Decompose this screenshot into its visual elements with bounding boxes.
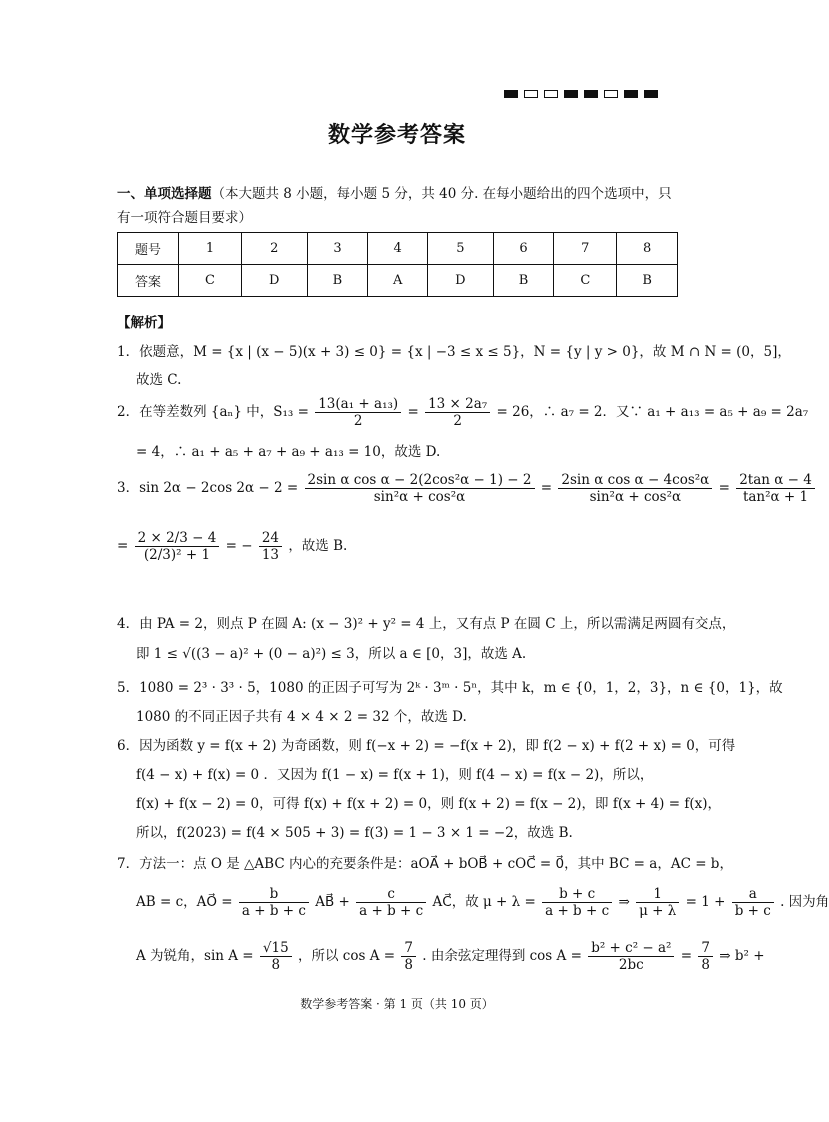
numerator: √15 — [260, 940, 292, 957]
text: = — [680, 948, 693, 964]
denominator: μ + λ — [639, 903, 677, 919]
denominator: 8 — [404, 957, 413, 973]
answer-cell: D — [427, 265, 493, 297]
section1-line2: 有一项符合题目要求） — [117, 210, 252, 226]
text: = 26，∴ a₇ = 2．又∵ a₁ + a₁₃ = a₅ + a₉ = 2a₇ — [496, 404, 809, 420]
fraction — [425, 396, 490, 429]
solution-2-line: = 4，∴ a₁ + a₅ + a₇ + a₉ + a₁₃ = 10，故选 D. — [136, 444, 441, 460]
fraction — [736, 472, 815, 505]
numerator: 2 × 2/3 − 4 — [135, 530, 220, 547]
text: ⇒ — [618, 894, 630, 910]
text: . 由余弦定理得到 cos A = — [422, 948, 582, 964]
fraction — [239, 886, 309, 919]
header-mark — [524, 90, 538, 98]
denominator: 8 — [701, 957, 710, 973]
solution-5-line: 5．1080 = 2³ · 3³ · 5，1080 的正因子可写为 2ᵏ · 3ᵐ · 5ⁿ，其中 k，m ∈ {0，1，2，3}，n ∈ {0，1}，故 — [117, 680, 783, 696]
numerator: 1 — [636, 886, 679, 903]
answer-cell: B — [493, 265, 554, 297]
page-title: 数学参考答案 — [327, 123, 466, 148]
numerator: b + c — [542, 886, 612, 903]
text: AB⃗ + — [315, 894, 350, 910]
numerator: 24 — [259, 530, 282, 547]
solution-6-line: 所以，f(2023) = f(4 × 505 + 3) = f(3) = 1 − 3 × 1 = −2，故选 B. — [136, 825, 573, 841]
analysis-label: 【解析】 — [117, 315, 171, 331]
page-footer: 数学参考答案 · 第 1 页（共 10 页） — [300, 997, 494, 1011]
solution-4-line: 4．由 PA = 2，则点 P 在圆 A: (x − 3)² + y² = 4 上，又有点 P 在圆 C 上，所以需满足两圆有交点， — [117, 616, 736, 632]
answer-cell: B — [307, 265, 368, 297]
numerator: a — [732, 886, 774, 903]
denominator: (2/3)² + 1 — [143, 547, 211, 563]
fraction — [401, 940, 416, 973]
denominator: b + c — [734, 903, 771, 919]
denominator: sin²α + cos²α — [589, 489, 682, 505]
numerator: 7 — [698, 940, 713, 957]
numerator: 13 × 2a₇ — [425, 396, 490, 413]
question-number: 6 — [493, 233, 554, 265]
solution-6-line: 6．因为函数 y = f(x + 2) 为奇函数，则 f(−x + 2) = −f(x + 2)，即 f(2 − x) + f(2 + x) = 0，可得 — [117, 738, 736, 754]
table-row — [118, 233, 678, 265]
text: AB = c，AO⃗ = — [136, 894, 233, 910]
question-number: 1 — [179, 233, 242, 265]
text: A 为锐角，sin A = — [136, 948, 254, 964]
fraction — [558, 472, 712, 505]
numerator: b² + c² − a² — [588, 940, 674, 957]
fraction — [356, 886, 426, 919]
solution-6-line: f(x) + f(x − 2) = 0，可得 f(x) + f(x + 2) = 0，则 f(x + 2) = f(x − 2)，即 f(x + 4) = f(x)， — [136, 796, 721, 812]
fraction — [305, 472, 535, 505]
section1-heading: 一、单项选择题 — [117, 186, 212, 202]
denominator: a + b + c — [359, 903, 424, 919]
solution-6-line: f(4 − x) + f(x) = 0 ．又因为 f(1 − x) = f(x + 1)，则 f(4 − x) = f(x − 2)，所以， — [136, 767, 654, 783]
header-mark — [584, 90, 598, 98]
question-number: 5 — [427, 233, 493, 265]
question-number: 8 — [617, 233, 678, 265]
text: ，故选 B. — [288, 538, 348, 554]
question-number: 7 — [554, 233, 617, 265]
text: ，所以 cos A = — [298, 948, 396, 964]
solution-1-line: 故选 C. — [136, 372, 182, 388]
solution-7-line — [136, 886, 829, 919]
denominator: 13 — [261, 547, 280, 563]
solution-4-line: 即 1 ≤ √((3 − a)² + (0 − a)²) ≤ 3，所以 a ∈ [0，3]，故选 A. — [136, 646, 527, 662]
fraction — [135, 530, 220, 563]
denominator: a + b + c — [241, 903, 306, 919]
fraction — [588, 940, 674, 973]
answer-cell: C — [554, 265, 617, 297]
answer-table — [117, 232, 678, 297]
denominator: 8 — [271, 957, 281, 973]
solution-2-line — [117, 396, 808, 429]
text: = — [407, 404, 419, 420]
text: ⇒ b² + — [719, 948, 765, 964]
text: 3．sin 2α − 2cos 2α − 2 = — [117, 480, 299, 496]
table-row — [118, 265, 678, 297]
question-number: 2 — [241, 233, 307, 265]
fraction — [698, 940, 713, 973]
fraction — [260, 940, 292, 973]
denominator: 2bc — [618, 957, 644, 973]
numerator: 7 — [401, 940, 416, 957]
text: . 因为角 — [780, 894, 829, 910]
answer-cell: C — [179, 265, 242, 297]
text: = 1 + — [685, 894, 726, 910]
text: AC⃗，故 μ + λ = — [432, 894, 536, 910]
text: 2．在等差数列 {aₙ} 中，S₁₃ = — [117, 404, 309, 420]
numerator: c — [356, 886, 426, 903]
solution-1-line: 1．依题意，M = {x | (x − 5)(x + 3) ≤ 0} = {x | −3 ≤ x ≤ 5}，N = {y | y > 0}，故 M ∩ N = (0，5]， — [117, 344, 791, 360]
question-number: 3 — [307, 233, 368, 265]
header-marks — [504, 90, 658, 98]
denominator: sin²α + cos²α — [373, 489, 466, 505]
header-mark — [504, 90, 518, 98]
denominator: a + b + c — [545, 903, 610, 919]
fraction — [542, 886, 612, 919]
header-mark — [624, 90, 638, 98]
numerator: 2tan α − 4 — [736, 472, 815, 489]
fraction — [732, 886, 774, 919]
section1-desc: （本大题共 8 小题，每小题 5 分，共 40 分. 在每小题给出的四个选项中，只 — [211, 186, 672, 202]
table-header-cell: 答案 — [118, 265, 179, 297]
answer-cell: A — [368, 265, 428, 297]
solution-7-line: 7．方法一：点 O 是 △ABC 内心的充要条件是：aOA⃗ + bOB⃗ + cOC⃗ = 0⃗，其中 BC = a，AC = b， — [117, 856, 733, 872]
text: = — [117, 538, 129, 554]
numerator: 2sin α cos α − 2(2cos²α − 1) − 2 — [305, 472, 535, 489]
solution-5-line: 1080 的不同正因子共有 4 × 4 × 2 = 32 个，故选 D. — [136, 709, 467, 725]
text: = − — [225, 538, 253, 554]
denominator: 2 — [453, 413, 462, 429]
header-mark — [564, 90, 578, 98]
denominator: 2 — [353, 413, 363, 429]
solution-3-line: 3．sin 2α − 2cos 2α − 2 = $\frac{\text{2sin α cos α − 2(2cos²α − 1) − 2}}{\text{sin²α + cos²α}}$ = $\frac{\text{2sin α cos α − 4cos²α}}{\text{sin²α + cos²α}}$ = $\frac{\text{2tan α − 4}}{\text{tan²α + 1}}$ — [117, 472, 817, 505]
numerator: b — [239, 886, 309, 903]
header-mark — [544, 90, 558, 98]
answer-cell: B — [617, 265, 678, 297]
solution-3-line — [117, 530, 347, 563]
question-number: 4 — [368, 233, 428, 265]
numerator: 13(a₁ + a₁₃) — [315, 396, 401, 413]
fraction — [315, 396, 401, 429]
header-mark — [604, 90, 618, 98]
table-header-cell: 题号 — [118, 233, 179, 265]
header-mark — [644, 90, 658, 98]
section1-line1 — [117, 182, 672, 202]
answer-cell: D — [241, 265, 307, 297]
fraction — [636, 886, 679, 919]
solution-7-line — [136, 940, 765, 973]
fraction — [259, 530, 282, 563]
denominator: tan²α + 1 — [742, 489, 809, 505]
numerator: 2sin α cos α − 4cos²α — [558, 472, 712, 489]
